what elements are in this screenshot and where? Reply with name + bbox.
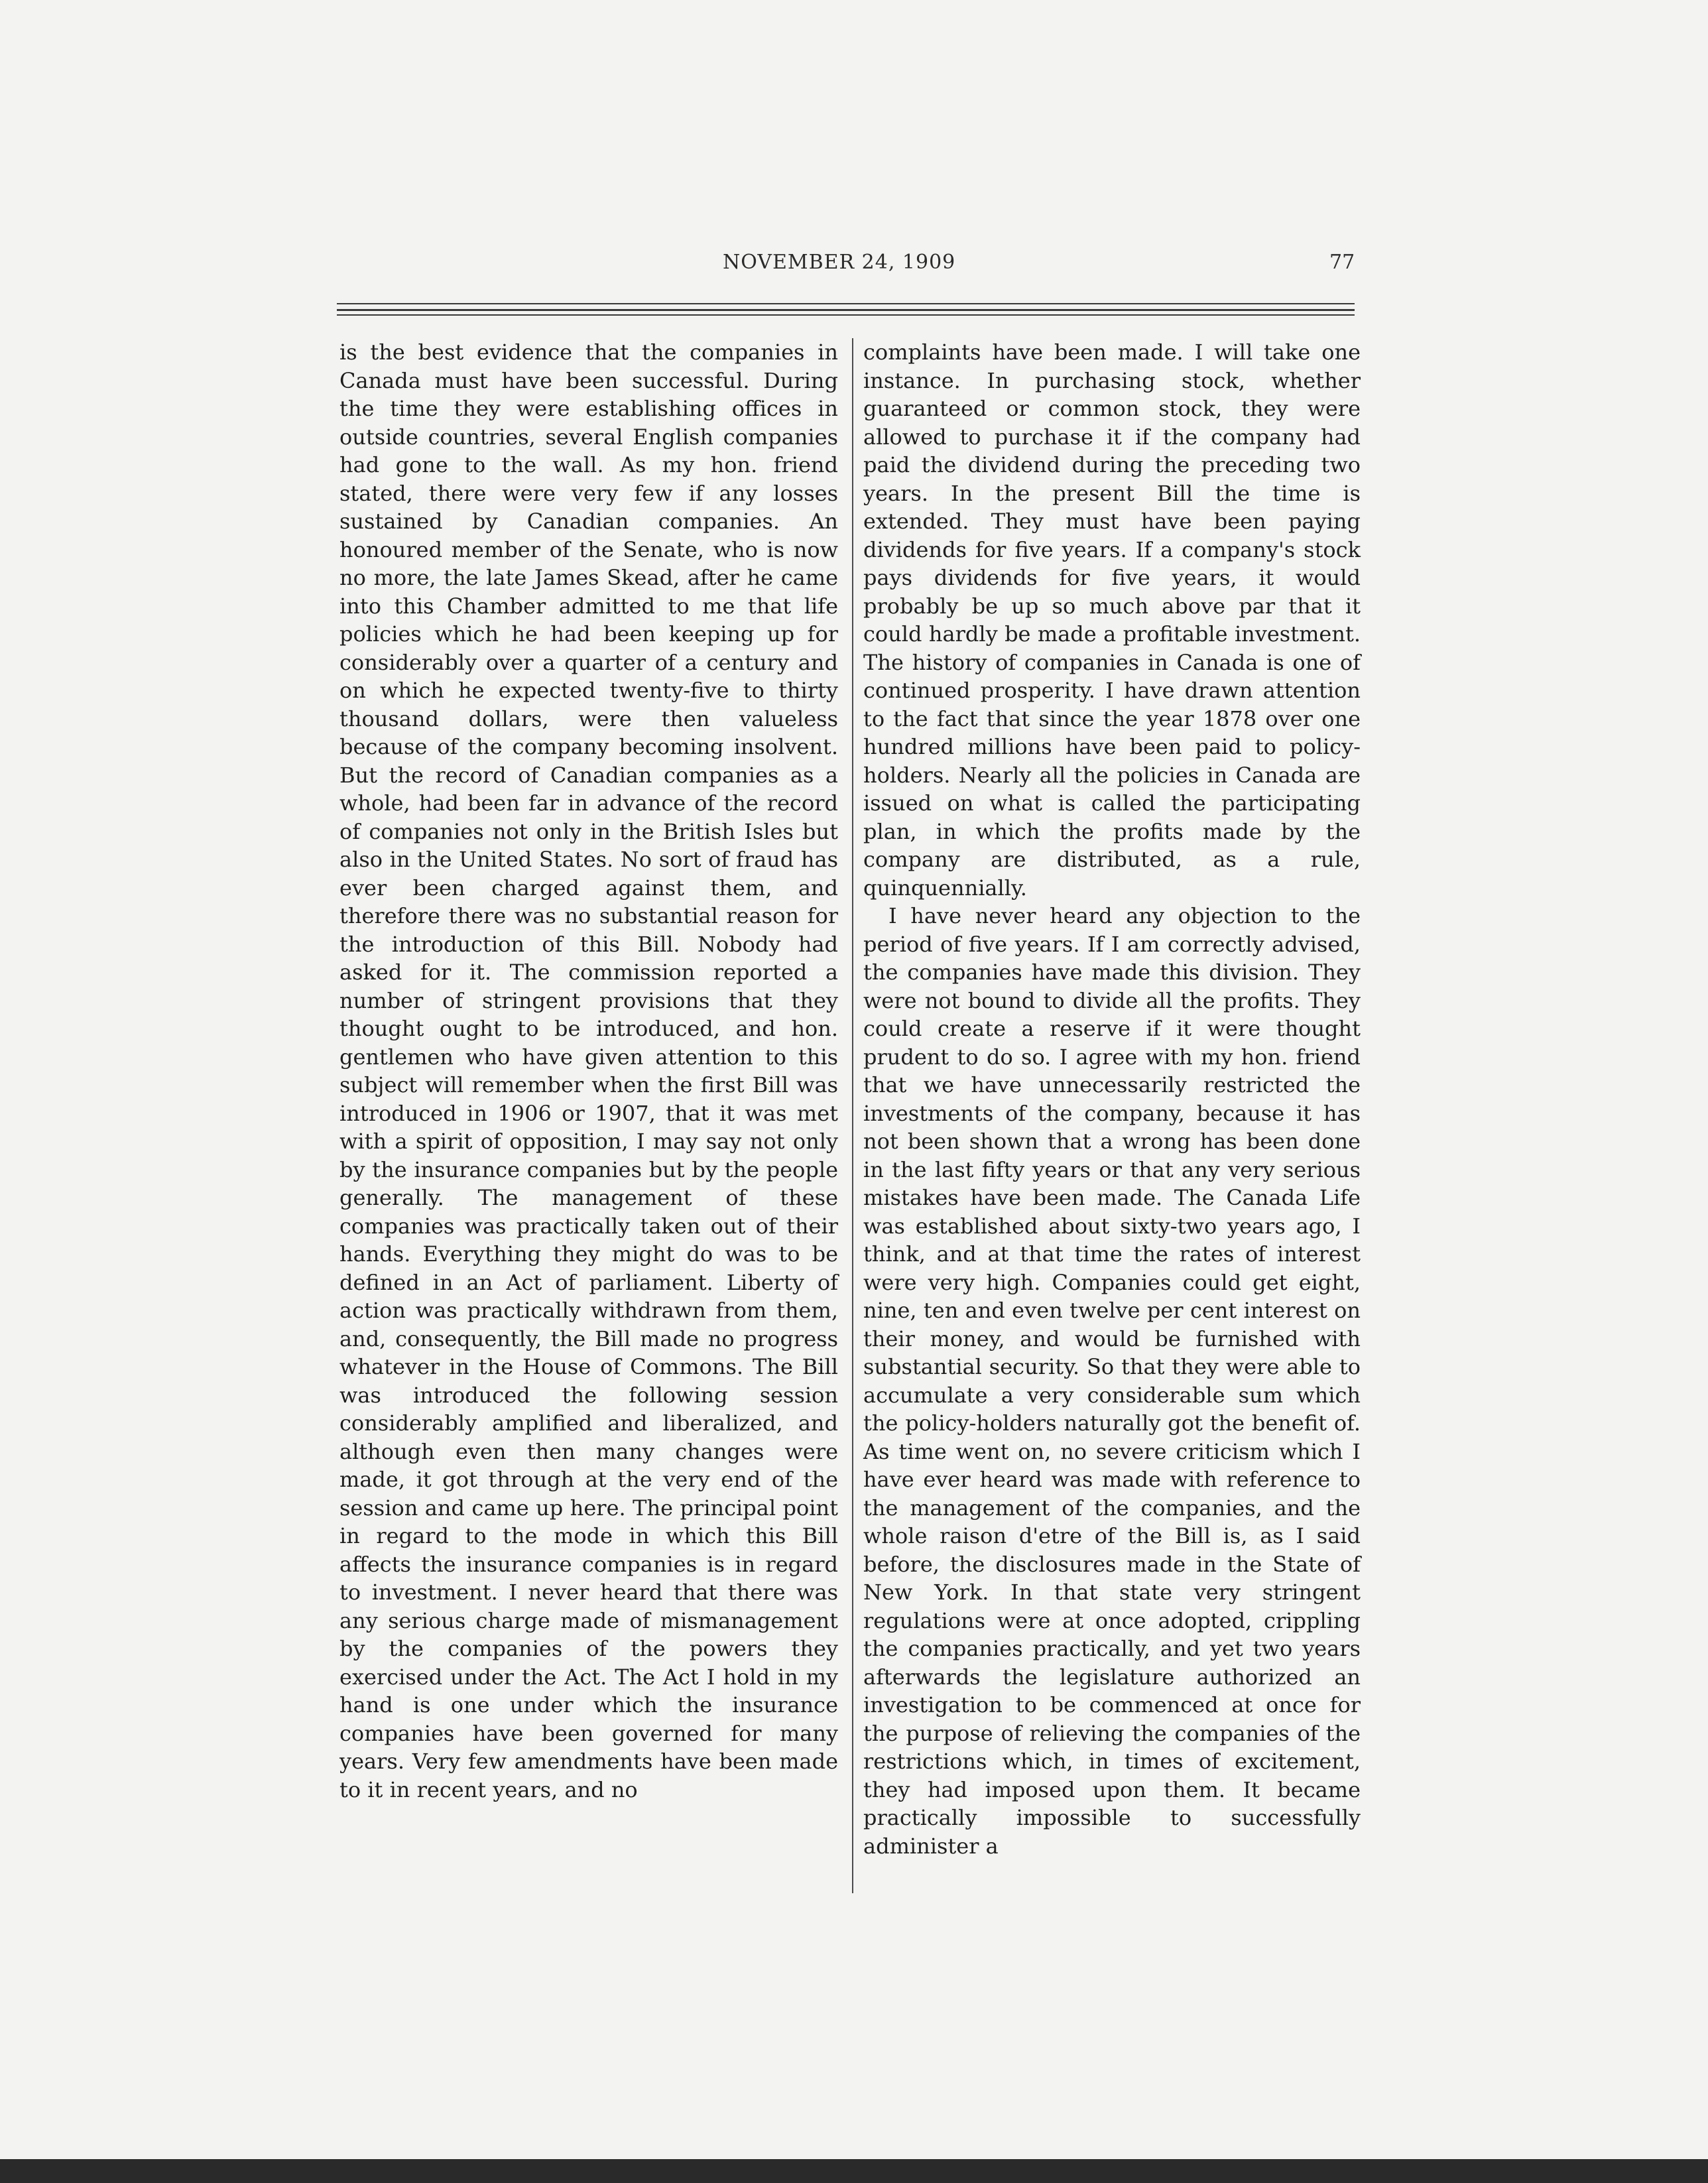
right-paragraph-1: complaints have been made. I will take one instance. In purchasing stock, whether guaranteed or common stock, they were allowed to purchase it if the company had paid the dividend during the preceding two years. In the present Bill the time is extended. They must have been paying dividends for five years. If a company's stock pays dividends for five years, it would probably be up so much above par that it could hardly be made a profitable investment. The history of companies in Canada is one of continued prosperity. I have drawn attention to the fact that since the year 1878 over one hundred millions have been paid to policy-holders. Nearly all the policies in Canada are issued on what is called the participating plan, in which the profits made by the company are distributed, as a rule, quinquennially. [863, 340, 1361, 901]
header-rule-bottom [337, 314, 1355, 316]
page-header [0, 251, 1708, 290]
header-rule-middle [337, 309, 1355, 311]
left-paragraph-1: is the best evidence that the companies in Canada must have been successful. During the time they were establishing offices in outside countries, several English companies had gone to the wall. As my hon. friend stated, there were very few if any losses sustained by Canadian companies. An honoured member of the Senate, who is now no more, the late James Skead, after he came into this Chamber admitted to me that life policies which he had been keeping up for considerably over a quarter of a century and on which he expected twenty-five to thirty thousand dollars, were then valueless because of the company becoming insolvent. But the record of Canadian companies as a whole, had been far in advance of the record of companies not only in the British Isles but also in the United States. No sort of fraud has ever been charged against them, and therefore there was no substantial reason for the introduction of this Bill. Nobody had asked for it. The commission reported a number of stringent provisions that they thought ought to be introduced, and hon. gentlemen who have given attention to this subject will remember when the first Bill was introduced in 1906 or 1907, that it was met with a spirit of opposition, I may say not only by the insurance companies but by the people generally. The management of these companies was practically taken out of their hands. Everything they might do was to be defined in an Act of parliament. Liberty of action was practically withdrawn from them, and, consequently, the Bill made no progress whatever in the House of Commons. The Bill was introduced the following session considerably amplified and liberalized, and although even then many changes were made, it got through at the very end of the session and came up here. The principal point in regard to the mode in which this Bill affects the insurance companies is in regard to investment. I never heard that there was any serious charge made of mismanagement by the companies of the powers they exercised under the Act. The Act I hold in my hand is one under which the insurance companies have been governed for many years. Very few amendments have been made to it in recent years, and no [339, 340, 838, 1802]
scan-bottom-edge [0, 2159, 1708, 2183]
page-number: 77 [1329, 251, 1355, 274]
right-column [863, 338, 1361, 1860]
running-head: NOVEMBER 24, 1909 [723, 251, 956, 274]
column-divider [852, 338, 853, 1893]
left-column [339, 338, 838, 1804]
header-rule-top [337, 303, 1355, 304]
right-paragraph-2: I have never heard any objection to the period of five years. If I am correctly advised, the companies have made this division. They were not bound to divide all the profits. They could create a reserve if it were thought prudent to do so. I agree with my hon. friend that we have unnecessarily restricted the investments of the company, because it has not been shown that a wrong has been done in the last fifty years or that any very serious mistakes have been made. The Canada Life was established about sixty-two years ago, I think, and at that time the rates of interest were very high. Companies could get eight, nine, ten and even twelve per cent interest on their money, and would be furnished with substantial security. So that they were able to accumulate a very considerable sum which the policy-holders naturally got the benefit of. As time went on, no severe criticism which I have ever heard was made with reference to the management of the companies, and the whole raison d'etre of the Bill is, as I said before, the disclosures made in the State of New York. In that state very stringent regulations were at once adopted, crippling the companies practically, and yet two years afterwards the legislature authorized an investigation to be commenced at once for the purpose of relieving the companies of the restrictions which, in times of excitement, they had imposed upon them. It became practically impossible to successfully administer a [863, 903, 1361, 1859]
